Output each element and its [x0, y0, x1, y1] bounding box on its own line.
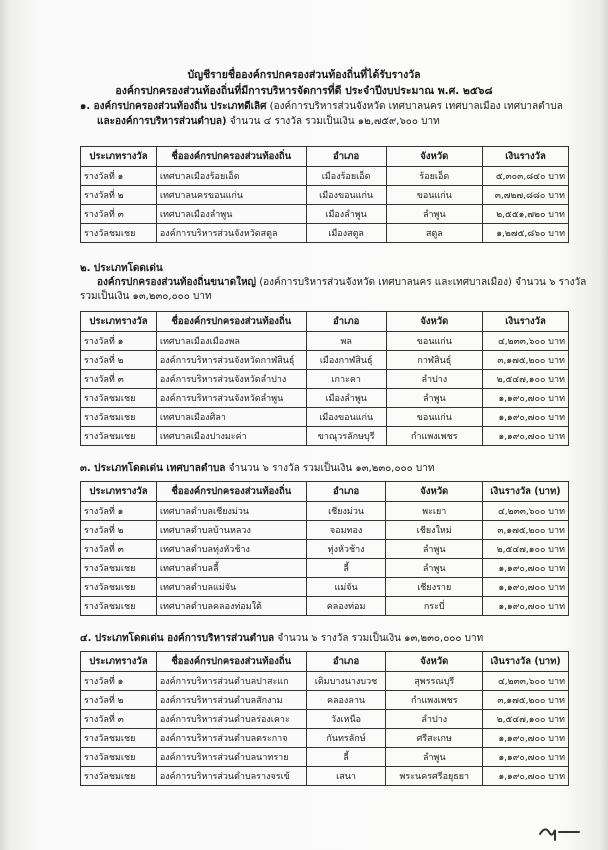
prize-amount-cell: ๔,๒๓๓,๖๐๐ บาท [483, 332, 569, 351]
organization-name-cell: เทศบาลเมืองร้อยเอ็ด [156, 167, 306, 186]
prize-amount-cell: ๑,๑๙๐,๗๐๐ บาท [483, 389, 569, 408]
district-cell: เมืองลำพูน [306, 389, 386, 408]
district-cell: คลองท่อม [306, 597, 386, 616]
document-subtitle: องค์กรปกครองส่วนท้องถิ่นที่มีการบริหารจัดการที่ดี ประจำปีงบประมาณ พ.ศ. ๒๕๖๘ [115, 85, 493, 97]
province-cell: กำแพงเพชร [386, 691, 483, 710]
column-header: จังหวัด [386, 652, 483, 672]
table-row [81, 767, 569, 786]
district-cell: เดิมบางนางบวช [306, 672, 386, 691]
district-cell: พล [306, 332, 386, 351]
organization-name-cell: องค์การบริหารส่วนตำบลสักงาม [156, 691, 306, 710]
column-header: เงินรางวัล [483, 312, 569, 332]
organization-name-cell: องค์การบริหารส่วนตำบลนาทราย [156, 748, 306, 767]
district-cell: เมืองลำพูน [306, 205, 386, 224]
table-row [81, 167, 569, 186]
district-cell: เมืองสตูล [306, 224, 386, 243]
table-row [81, 389, 569, 408]
award-type-cell: รางวัลชมเชย [81, 578, 157, 597]
section-2-heading: ๒. ประเภทโดดเด่น [80, 263, 163, 274]
province-cell: ขอนแก่น [386, 332, 483, 351]
column-header: เงินรางวัล (บาท) [483, 652, 569, 672]
organization-name-cell: เทศบาลนครขอนแก่น [156, 186, 306, 205]
section-2-table [80, 311, 569, 446]
award-type-cell: รางวัลที่ ๓ [81, 540, 157, 559]
section-2-total: รวมเป็นเงิน ๑๓,๒๓๐,๐๐๐ บาท [80, 291, 212, 302]
award-type-cell: รางวัลที่ ๒ [81, 521, 157, 540]
table-header-row [81, 147, 569, 167]
table-header-row [81, 652, 569, 672]
organization-name-cell: เทศบาลตำบลทุ่งหัวช้าง [156, 540, 306, 559]
district-cell: เมืองขอนแก่น [306, 408, 386, 427]
prize-amount-cell: ๒,๕๔๗,๑๐๐ บาท [483, 710, 569, 729]
district-cell: ทุ่งหัวช้าง [306, 540, 386, 559]
prize-amount-cell: ๑,๑๙๐,๗๐๐ บาท [483, 767, 569, 786]
table-row [81, 502, 569, 521]
province-cell: ลำพูน [386, 389, 483, 408]
award-type-cell: รางวัลชมเชย [81, 224, 157, 243]
column-header: ชื่อองค์กรปกครองส่วนท้องถิ่น [156, 147, 306, 167]
district-cell: ลี้ [306, 748, 386, 767]
prize-amount-cell: ๑,๑๙๐,๗๐๐ บาท [483, 408, 569, 427]
prize-amount-cell: ๑,๑๙๐,๗๐๐ บาท [483, 559, 569, 578]
prize-amount-cell: ๑,๑๙๐,๗๐๐ บาท [483, 748, 569, 767]
organization-name-cell: องค์การบริหารส่วนตำบลร่องเคาะ [156, 710, 306, 729]
table-row [81, 332, 569, 351]
page-mark-signature [537, 820, 583, 844]
award-type-cell: รางวัลที่ ๒ [81, 691, 157, 710]
province-cell: กำแพงเพชร [386, 427, 483, 446]
column-header: ประเภทรางวัล [81, 312, 157, 332]
province-cell: ศรีสะเกษ [386, 729, 483, 748]
prize-amount-cell: ๓,๑๗๕,๒๐๐ บาท [483, 691, 569, 710]
award-type-cell: รางวัลชมเชย [81, 729, 157, 748]
column-header: อำเภอ [306, 652, 386, 672]
organization-name-cell: องค์การบริหารส่วนตำบลรางจรเข้ [156, 767, 306, 786]
province-cell: สุพรรณบุรี [386, 672, 483, 691]
organization-name-cell: องค์การบริหารส่วนตำบลปาสะแก [156, 672, 306, 691]
province-cell: พระนครศรีอยุธยา [386, 767, 483, 786]
award-type-cell: รางวัลชมเชย [81, 408, 157, 427]
province-cell: ลำปาง [386, 370, 483, 389]
column-header: อำเภอ [306, 147, 386, 167]
province-cell: ขอนแก่น [386, 186, 483, 205]
award-type-cell: รางวัลชมเชย [81, 748, 157, 767]
district-cell: เมืองขอนแก่น [306, 186, 386, 205]
award-type-cell: รางวัลที่ ๑ [81, 167, 157, 186]
district-cell: เมืองกาฬสินธุ์ [306, 351, 386, 370]
province-cell: ลำพูน [386, 540, 483, 559]
table-header-row [81, 482, 569, 502]
prize-amount-cell: ๑,๑๙๐,๗๐๐ บาท [483, 578, 569, 597]
table-row [81, 710, 569, 729]
organization-name-cell: เทศบาลตำบลลี้ [156, 559, 306, 578]
organization-name-cell: เทศบาลเมืองลำพูน [156, 205, 306, 224]
table-row [81, 597, 569, 616]
column-header: จังหวัด [386, 312, 483, 332]
district-cell: เชียงม่วน [306, 502, 386, 521]
award-type-cell: รางวัลชมเชย [81, 559, 157, 578]
table-row [81, 186, 569, 205]
column-header: ประเภทรางวัล [81, 147, 157, 167]
award-type-cell: รางวัลชมเชย [81, 427, 157, 446]
organization-name-cell: เทศบาลเมืองเมืองพล [156, 332, 306, 351]
province-cell: ลำปาง [386, 710, 483, 729]
district-cell: ลี้ [306, 559, 386, 578]
section-3-table [80, 481, 569, 616]
province-cell: กาฬสินธุ์ [386, 351, 483, 370]
table-row [81, 540, 569, 559]
column-header: ประเภทรางวัล [81, 652, 157, 672]
organization-name-cell: เทศบาลตำบลคลองท่อมใต้ [156, 597, 306, 616]
section-2-summary: องค์กรปกครองส่วนท้องถิ่นขนาดใหญ่ (องค์การบริหารส่วนจังหวัด เทศบาลนคร และเทศบาลเมือง) จำนวน ๖ รางวัล [97, 277, 587, 288]
organization-name-cell: องค์การบริหารส่วนจังหวัดสตูล [156, 224, 306, 243]
organization-name-cell: เทศบาลเมืองศิลา [156, 408, 306, 427]
column-header: อำเภอ [306, 312, 386, 332]
document-title: บัญชีรายชื่อองค์กรปกครองส่วนท้องถิ่นที่ได้รับรางวัล [187, 69, 421, 81]
province-cell: เชียงใหม่ [386, 521, 483, 540]
organization-name-cell: องค์การบริหารส่วนจังหวัดลำพูน [156, 389, 306, 408]
table-row [81, 351, 569, 370]
province-cell: ลำพูน [386, 205, 483, 224]
district-cell: เกาะคา [306, 370, 386, 389]
column-header: ชื่อองค์กรปกครองส่วนท้องถิ่น [156, 482, 306, 502]
organization-name-cell: องค์การบริหารส่วนจังหวัดลำปาง [156, 370, 306, 389]
table-row [81, 672, 569, 691]
section-4-table [80, 651, 569, 786]
award-type-cell: รางวัลที่ ๑ [81, 332, 157, 351]
province-cell: ร้อยเอ็ด [386, 167, 483, 186]
prize-amount-cell: ๒,๕๕๑,๗๒๐ บาท [483, 205, 569, 224]
award-type-cell: รางวัลที่ ๑ [81, 502, 157, 521]
organization-name-cell: องค์การบริหารส่วนตำบลตระกาจ [156, 729, 306, 748]
section-1-summary: และองค์การบริหารส่วนตำบล) จำนวน ๔ รางวัล รวมเป็นเงิน ๑๒,๗๕๙,๖๐๐ บาท [97, 116, 440, 127]
district-cell: ขาณุวรลักษบุรี [306, 427, 386, 446]
section-1-table [80, 146, 569, 243]
prize-amount-cell: ๓,๑๗๕,๒๐๐ บาท [483, 521, 569, 540]
prize-amount-cell: ๔,๒๓๓,๖๐๐ บาท [483, 672, 569, 691]
prize-amount-cell: ๓,๑๗๕,๒๐๐ บาท [483, 351, 569, 370]
prize-amount-cell: ๑,๑๙๐,๗๐๐ บาท [483, 427, 569, 446]
table-row [81, 205, 569, 224]
table-row [81, 408, 569, 427]
award-type-cell: รางวัลชมเชย [81, 767, 157, 786]
award-type-cell: รางวัลที่ ๒ [81, 186, 157, 205]
district-cell: เสนา [306, 767, 386, 786]
province-cell: พะเยา [386, 502, 483, 521]
prize-amount-cell: ๕,๓๐๓,๘๔๐ บาท [483, 167, 569, 186]
district-cell: แม่จัน [306, 578, 386, 597]
award-type-cell: รางวัลที่ ๓ [81, 205, 157, 224]
district-cell: เมืองร้อยเอ็ด [306, 167, 386, 186]
table-row [81, 224, 569, 243]
column-header: ชื่อองค์กรปกครองส่วนท้องถิ่น [156, 652, 306, 672]
award-type-cell: รางวัลที่ ๑ [81, 672, 157, 691]
province-cell: ขอนแก่น [386, 408, 483, 427]
prize-amount-cell: ๑,๑๙๐,๗๐๐ บาท [483, 729, 569, 748]
organization-name-cell: องค์การบริหารส่วนจังหวัดกาฬสินธุ์ [156, 351, 306, 370]
table-row [81, 691, 569, 710]
table-row [81, 559, 569, 578]
section-4-heading: ๔. ประเภทโดดเด่น องค์การบริหารส่วนตำบล จำนวน ๖ รางวัล รวมเป็นเงิน ๑๓,๒๓๐,๐๐๐ บาท [80, 633, 484, 644]
column-header: จังหวัด [386, 147, 483, 167]
prize-amount-cell: ๑,๑๙๐,๗๐๐ บาท [483, 597, 569, 616]
organization-name-cell: เทศบาลตำบลบ้านหลวง [156, 521, 306, 540]
organization-name-cell: เทศบาลเมืองปางมะค่า [156, 427, 306, 446]
prize-amount-cell: ๔,๒๓๓,๖๐๐ บาท [483, 502, 569, 521]
organization-name-cell: เทศบาลตำบลเชียงม่วน [156, 502, 306, 521]
province-cell: กระบี่ [386, 597, 483, 616]
province-cell: ลำพูน [386, 748, 483, 767]
district-cell: จอมทอง [306, 521, 386, 540]
table-row [81, 427, 569, 446]
section-1-heading: ๑. องค์กรปกครองส่วนท้องถิ่น ประเภทดีเลิศ (องค์การบริหารส่วนจังหวัด เทศบาลนคร เทศบาลเมือง เทศบาลตำบล [80, 101, 563, 112]
province-cell: เชียงราย [386, 578, 483, 597]
table-row [81, 578, 569, 597]
prize-amount-cell: ๑,๒๗๕,๘๖๐ บาท [483, 224, 569, 243]
column-header: อำเภอ [306, 482, 386, 502]
section-3-heading: ๓. ประเภทโดดเด่น เทศบาลตำบล จำนวน ๖ รางวัล รวมเป็นเงิน ๑๓,๒๓๐,๐๐๐ บาท [80, 463, 435, 474]
award-type-cell: รางวัลที่ ๓ [81, 370, 157, 389]
column-header: เงินรางวัล (บาท) [483, 482, 569, 502]
district-cell: กันทรลักษ์ [306, 729, 386, 748]
province-cell: ลำพูน [386, 559, 483, 578]
award-type-cell: รางวัลชมเชย [81, 597, 157, 616]
table-row [81, 521, 569, 540]
table-row [81, 729, 569, 748]
district-cell: คลองลาน [306, 691, 386, 710]
table-header-row [81, 312, 569, 332]
award-type-cell: รางวัลชมเชย [81, 389, 157, 408]
province-cell: สตูล [386, 224, 483, 243]
column-header: ประเภทรางวัล [81, 482, 157, 502]
award-type-cell: รางวัลที่ ๒ [81, 351, 157, 370]
prize-amount-cell: ๒,๕๔๗,๑๐๐ บาท [483, 370, 569, 389]
column-header: ชื่อองค์กรปกครองส่วนท้องถิ่น [156, 312, 306, 332]
district-cell: วังเหนือ [306, 710, 386, 729]
prize-amount-cell: ๒,๕๔๗,๑๐๐ บาท [483, 540, 569, 559]
table-row [81, 748, 569, 767]
prize-amount-cell: ๓,๗๒๗,๘๘๐ บาท [483, 186, 569, 205]
column-header: เงินรางวัล [483, 147, 569, 167]
organization-name-cell: เทศบาลตำบลแม่จัน [156, 578, 306, 597]
table-row [81, 370, 569, 389]
column-header: จังหวัด [386, 482, 483, 502]
award-type-cell: รางวัลที่ ๓ [81, 710, 157, 729]
